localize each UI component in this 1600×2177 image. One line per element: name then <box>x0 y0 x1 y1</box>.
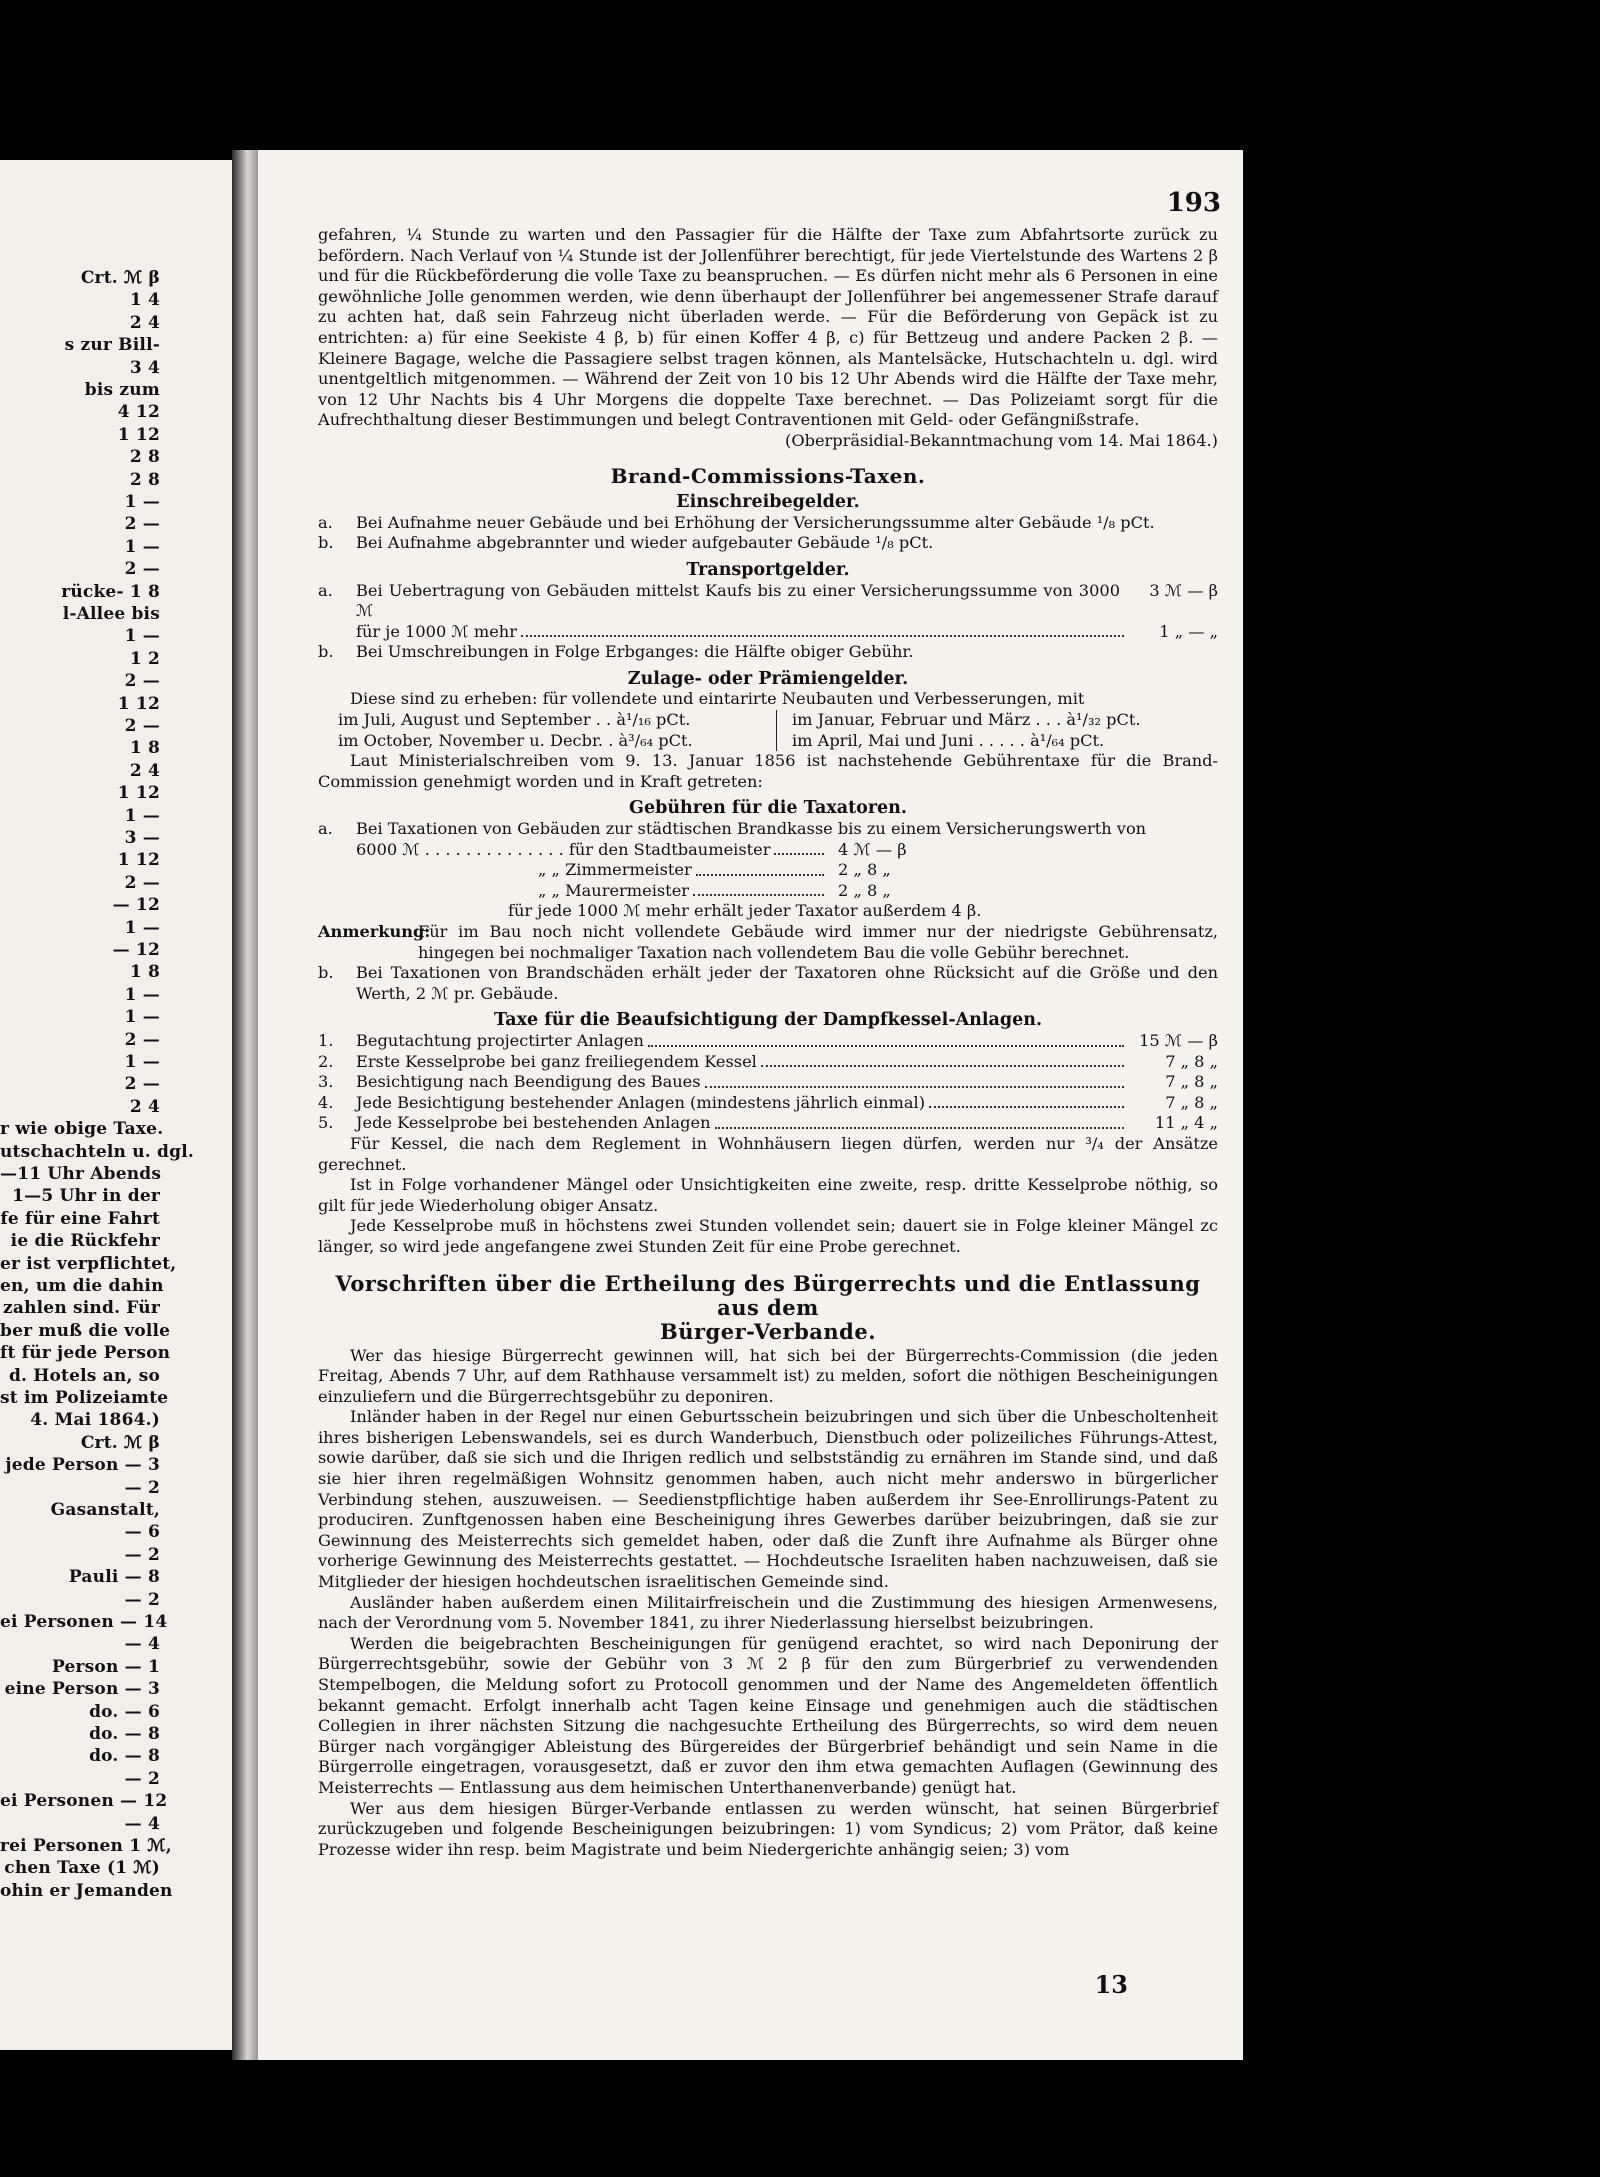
taxatoren-row <box>318 860 1218 881</box>
left-page-line: eine Person — 3 <box>4 1679 160 1700</box>
left-page-line: utschachteln u. dgl. <box>0 1141 194 1162</box>
left-page-line: 1 — <box>124 805 160 826</box>
taxatoren-item-a <box>318 819 1218 840</box>
left-page-line: d. Hotels an, so <box>8 1365 160 1386</box>
left-page-line: bis zum <box>84 380 160 400</box>
item-text: Begutachtung projectirter Anlagen <box>356 1030 644 1050</box>
buerger-title-line1: Vorschriften über die Ertheilung des Bürgerrechts und die Entlassung aus dem <box>335 1270 1201 1320</box>
item-text: Erste Kesselprobe bei ganz freiliegendem Kessel <box>356 1051 757 1071</box>
left-page-line: chen Taxe (1 ℳ) <box>4 1858 160 1879</box>
intro-paragraph: gefahren, ¼ Stunde zu warten und den Passagier für die Hälfte der Taxe zum Abfahrtsorte zurück zu befördern. Nach Verlauf von ¼ Stunde ist der Jollenführer berechtigt, für jede Viertelstunde des Wartens 2 β und für die Rückbeförderung die volle Taxe zu beanspruchen. — Es dürfen nicht mehr als 6 Personen in eine gewöhnliche Jolle genommen werden, wie denn überhaupt der Jollenführer bei angemessener Strafe darauf zu achten hat, daß sein Fahrzeug nicht überladen werde. — Für die Beförderung von Gepäck ist zu entrichten: a) für eine Seekiste 4 β, b) für einen Koffer 4 β, c) für Bettzeug und andere Packen 2 β. — Kleinere Bagage, welche die Passagiere selbst tragen können, als Mantelsäcke, Hutschachteln u. dgl. wird unentgeltlich mitgenommen. — Während der Zeit von 10 bis 12 Uhr Abends wird die Hälfte der Taxe mehr, von 12 Uhr Nachts bis 4 Uhr Morgens die doppelte Taxe berechnet. — Das Polizeiamt sorgt für die Aufrechthaltung dieser Bestimmungen und belegt Contraventionen mit Geld- oder Gefängnißstrafe. <box>318 225 1218 430</box>
item-value: 15 ℳ — β <box>1139 1030 1218 1050</box>
left-page-line: rücke- 1 8 <box>61 581 160 602</box>
left-page-line: 1 12 <box>117 693 160 714</box>
left-page-line: ie die Rückfehr <box>10 1231 160 1252</box>
left-page-line: 2 — <box>124 1074 160 1095</box>
transport-item-b <box>318 642 1218 663</box>
taxatoren-row <box>318 881 1218 902</box>
taxatoren-row <box>318 840 1218 861</box>
transport-heading: Transportgelder. <box>686 559 850 580</box>
zulage-note: Laut Ministerialschreiben vom 9. 13. Januar 1856 ist nachstehende Gebührentaxe für die Brand-Commission genehmigt worden und in Kraft getreten: <box>318 751 1218 791</box>
taxatoren-item-b <box>318 963 1218 1004</box>
dampf-heading: Taxe für die Beaufsichtigung der Dampfkessel-Anlagen. <box>493 1010 1043 1031</box>
item-text: Jede Besichtigung bestehender Anlagen (mindestens jährlich einmal) <box>356 1092 926 1112</box>
left-page-line: 1 12 <box>117 424 160 445</box>
einschreib-item-b <box>318 533 1218 554</box>
left-page-line: ber muß die volle <box>0 1320 171 1341</box>
buerger-paragraph-3: Ausländer haben außerdem einen Militairfreischein und die Zustimmung des hiesigen Armenwesens, nach der Verordnung vom 5. November 1841, zu ihrer Niederlassung hierselbst beizubringen. <box>318 1592 1218 1633</box>
left-page-line: — 2 <box>124 1544 160 1565</box>
dampf-list <box>318 1031 1218 1134</box>
transport-item-a2 <box>318 622 1218 643</box>
buerger-paragraph-5: Wer aus dem hiesigen Bürger-Verbande entlassen zu werden wünscht, hat seinen Bürgerbrief zurückzugeben und folgende Bescheinigungen beizubringen: 1) vom Syndicus; 2) vom Prätor, daß keine Prozesse wider ihn resp. beim Magistrate und beim Niedergerichte anhängig seien; 3) vom <box>318 1798 1218 1859</box>
zulage-right-1: im Januar, Februar und März . . . à¹/₃₂ pCt. <box>791 710 1141 730</box>
left-page-line: 1 — <box>124 984 160 1005</box>
left-page-line: 2 4 <box>129 312 160 333</box>
left-page-line: do. — 6 <box>89 1701 160 1722</box>
left-page-line: 1 8 <box>129 738 160 759</box>
taxatoren-anmerkung <box>318 922 1218 963</box>
buerger-paragraph-1: Wer das hiesige Bürgerrecht gewinnen will, hat sich bei der Bürgerrechts-Commission (die jeden Freitag, Abends 7 Uhr, auf dem Rathhause versammelt ist) zu melden, sofort die nöthigen Bescheinigungen einzuliefern und die Bürgerrechtsgebühr zu deponiren. <box>318 1345 1218 1406</box>
dampf-item <box>318 1072 1218 1093</box>
zulage-heading: Zulage- oder Prämiengelder. <box>627 668 909 689</box>
left-page-line: Crt. ℳ β <box>80 268 160 288</box>
left-page-line: r wie obige Taxe. <box>0 1119 164 1140</box>
dampf-note-2: Ist in Folge vorhandener Mängel oder Unsichtigkeiten eine zweite, resp. dritte Kesselprobe nöthig, so gilt für jede Wiederholung obiger Ansatz. <box>318 1175 1218 1215</box>
item-value: 7 „ 8 „ <box>1165 1072 1218 1092</box>
zulage-left-2: im October, November u. Decbr. . à³/₆₄ pCt. <box>338 730 693 750</box>
item-text: für je 1000 ℳ mehr <box>356 621 517 641</box>
zulage-intro: Diese sind zu erheben: für vollendete und eintarirte Neubauten und Verbesserungen, mit <box>350 689 1085 709</box>
dampf-item <box>318 1113 1218 1134</box>
item-key: a. <box>318 580 333 600</box>
item-text: Bei Umschreibungen in Folge Erbganges: die Hälfte obiger Gebühr. <box>356 642 914 662</box>
einschreib-heading: Einschreibegelder. <box>676 492 860 513</box>
left-page-line: — 6 <box>124 1522 160 1543</box>
buerger-paragraph-2: Inländer haben in der Regel nur einen Geburtsschein beizubringen und sich über die Unbescholtenheit ihres bisherigen Lebenswandels, sei es durch Wanderbuch, Dienstbuch oder polizeiliches Führungs-Attest, sowie darüber, daß sie sich und die Ihrigen redlich und selbstständig zu ernähren im Stande sind, und daß sie hier ihren regelmäßigen Wohnsitz genommen haben, auch nicht mehr anderswo in bürgerlicher Verbindung stehen, auszuweisen. — Seedienstpflichtige haben außerdem ihr See-Enrollirungs-Patent zu produciren. Zunftgenossen haben eine Bescheinigung ihres Gewerbes darüber beizubringen, daß sie zur Gewinnung des Meisterrechts sich gemeldet haben, oder daß die Zunft ihre Aufnahme als Bürger ohne vorherige Gewinnung des Meisterrechts gestattet. — Hochdeutsche Israeliten haben nachzuweisen, daß sie Mitglieder der hiesigen hochdeutschen israelitischen Gemeinde sind. <box>318 1407 1218 1592</box>
item-text: Bei Aufnahme abgebrannter und wieder aufgebauter Gebäude ¹/₈ pCt. <box>356 533 934 553</box>
item-value: 11 „ 4 „ <box>1154 1113 1218 1133</box>
left-page-line: —11 Uhr Abends <box>0 1164 162 1184</box>
item-key: 3. <box>318 1072 334 1092</box>
left-page <box>0 160 232 2050</box>
left-page-line: 2 8 <box>129 447 160 468</box>
left-page-line: zahlen sind. Für <box>3 1298 160 1319</box>
left-page-line: — 2 <box>124 1477 160 1498</box>
item-key: 5. <box>318 1113 334 1133</box>
buerger-paragraph-4: Werden die beigebrachten Bescheinigungen für genügend erachtet, so wird nach Deponirung der Bürgerrechtsgebühr, sowie der Gebühr von 3 ℳ 2 β für den zum Bürgerbrief zu verwendenden Stempelbogen, die Meldung sofort zu Protocoll genommen und der Name des Angemeldeten öffentlich bekannt gemacht. Erfolgt innerhalb acht Tagen keine Einsage und genehmigen auch die städtischen Collegien in ihrer nächsten Sitzung die nachgesuchte Ertheilung des Bürgerrechts, so wird dem neuen Bürger nach vorgängiger Ableistung des Bürgereides der Bürgerbrief behändigt und sein Name in die Bürgerrolle eingetragen, vorausgesetzt, daß er zuvor den ihm etwa gemachten Auflagen (Gewinnung des Meisterrechts — Entlassung aus dem heimischen Unterthanenverbande) genügt hat. <box>318 1633 1218 1797</box>
left-page-line: 3 — <box>124 828 160 848</box>
zulage-rates <box>318 710 1218 751</box>
left-page-line: do. — 8 <box>89 1724 160 1744</box>
item-value: 1 „ — „ <box>1159 621 1218 641</box>
left-page-line: rei Personen 1 ℳ, <box>0 1836 172 1856</box>
dampf-item <box>318 1052 1218 1073</box>
right-page <box>258 150 1243 2060</box>
left-page-line: st im Polizeiamte <box>0 1388 169 1408</box>
left-page-line: — 4 <box>124 1634 160 1655</box>
left-page-line: 2 — <box>124 872 160 893</box>
dampf-note-1: Für Kessel, die nach dem Reglement in Wohnhäusern liegen dürfen, werden nur ³/₄ der Ansätze gerechnet. <box>318 1133 1218 1174</box>
left-page-line: — 4 <box>124 1813 160 1834</box>
left-page-line: 1 12 <box>117 850 160 871</box>
row-value: 2 „ 8 „ <box>838 860 891 880</box>
left-page-line: 1 — <box>124 917 160 938</box>
item-text: Jede Kesselprobe bei bestehenden Anlagen <box>356 1113 711 1133</box>
buerger-title-line2: Bürger-Verbande. <box>659 1318 877 1344</box>
buerger-title <box>318 1272 1218 1344</box>
left-page-line: Crt. ℳ β <box>80 1432 160 1453</box>
transport-item-a <box>318 581 1218 622</box>
left-page-line: 2 — <box>124 671 160 692</box>
item-key: a. <box>318 819 333 839</box>
left-page-line: jede Person — 3 <box>5 1455 160 1476</box>
signature-mark: 13 <box>1094 1970 1128 1999</box>
left-page-line: 2 8 <box>129 469 160 490</box>
left-page-line: Pauli — 8 <box>68 1567 160 1588</box>
item-text: Bei Aufnahme neuer Gebäude und bei Erhöhung der Versicherungssumme alter Gebäude ¹/₈ pCt. <box>356 512 1155 532</box>
left-page-line: fe für eine Fahrt <box>0 1208 160 1229</box>
left-page-line: s zur Bill- <box>64 335 160 356</box>
item-key: b. <box>318 963 334 983</box>
book-gutter <box>232 150 260 2060</box>
item-value: 7 „ 8 „ <box>1165 1051 1218 1071</box>
row-value: 2 „ 8 „ <box>838 880 891 900</box>
left-page-line: — 12 <box>112 895 160 916</box>
left-page-line: 1 — <box>124 492 160 512</box>
row-value: 4 ℳ — β <box>838 839 907 859</box>
left-page-line: — 2 <box>124 1768 160 1789</box>
left-page-line: 1 — <box>124 536 160 557</box>
left-page-line: 2 4 <box>129 1096 160 1117</box>
brand-title: Brand-Commissions-Taxen. <box>610 463 926 488</box>
left-page-line: 1 2 <box>129 648 160 669</box>
left-page-line: 2 — <box>124 716 160 736</box>
left-page-line: ft für jede Person <box>0 1343 171 1364</box>
left-page-line: — 2 <box>124 1589 160 1610</box>
zulage-right-2: im April, Mai und Juni . . . . . à¹/₆₄ pCt. <box>791 730 1105 750</box>
item-key: a. <box>318 512 333 532</box>
left-page-line: Gasanstalt, <box>50 1500 160 1520</box>
left-page-line: 4 12 <box>117 402 160 423</box>
left-page-line: 1 — <box>124 626 160 647</box>
left-page-line: 2 4 <box>129 760 160 781</box>
row-label: „ „ Zimmermeister <box>538 860 692 880</box>
page-content <box>318 225 1218 1860</box>
item-key: 2. <box>318 1051 334 1071</box>
left-page-line: — 12 <box>112 940 160 960</box>
item-key: 1. <box>318 1030 334 1050</box>
left-page-line: 1 4 <box>129 290 160 311</box>
item-key: b. <box>318 533 334 553</box>
left-page-line: ohin er Jemanden <box>0 1880 173 1901</box>
item-value: 3 ℳ — β <box>1149 580 1218 600</box>
item-text: Bei Taxationen von Brandschäden erhält jeder der Taxatoren ohne Rücksicht auf die Größe und den Werth, 2 ℳ pr. Gebäude. <box>356 963 1218 1003</box>
left-page-line: 1 — <box>124 1052 160 1072</box>
left-page-line: Person — 1 <box>51 1656 160 1677</box>
taxatoren-extra: für jede 1000 ℳ mehr erhält jeder Taxator außerdem 4 β. <box>508 901 982 921</box>
dampf-note-3: Jede Kesselprobe muß in höchstens zwei Stunden vollendet sein; dauert sie in Folge kleiner Mängel zc länger, so wird jede angefangene zwei Stunden Zeit für eine Probe gerechnet. <box>318 1216 1218 1256</box>
left-page-line: 2 — <box>124 1029 160 1050</box>
left-page-line: er ist verpflichtet, <box>0 1253 177 1274</box>
item-value: 7 „ 8 „ <box>1165 1092 1218 1112</box>
anmerkung-label: Anmerkung: <box>318 922 431 941</box>
left-page-line: 4. Mai 1864.) <box>30 1410 160 1431</box>
left-page-line: 2 — <box>124 559 160 580</box>
left-page-line: do. — 8 <box>89 1746 160 1767</box>
item-text: Bei Taxationen von Gebäuden zur städtischen Brandkasse bis zu einem Versicherungswerth von <box>356 819 1147 839</box>
intro-source: (Oberpräsidial-Bekanntmachung vom 14. Mai 1864.) <box>785 430 1218 450</box>
row-label: 6000 ℳ . . . . . . . . . . . . . . für den Stadtbaumeister <box>356 839 771 859</box>
left-page-line: 1 — <box>124 1007 160 1028</box>
left-page-line: 3 4 <box>129 357 160 378</box>
left-page-line: l-Allee bis <box>62 604 160 624</box>
anmerkung-text: Für im Bau noch nicht vollendete Gebäude wird immer nur der niedrigste Gebührensatz, hingegen bei nochmaliger Taxation nach vollendetem Bau die volle Gebühr berechnet. <box>418 922 1218 962</box>
item-text: Besichtigung nach Beendigung des Baues <box>356 1072 701 1092</box>
left-page-line: ei Personen — 12 <box>0 1791 168 1812</box>
left-page-line: ei Personen — 14 <box>0 1612 168 1632</box>
item-text: Bei Uebertragung von Gebäuden mittelst Kaufs bis zu einer Versicherungssumme von 3000 ℳ <box>356 580 1120 621</box>
row-label: „ „ Maurermeister <box>538 880 690 900</box>
taxatoren-heading: Gebühren für die Taxatoren. <box>629 798 907 819</box>
dampf-item <box>318 1031 1218 1052</box>
item-key: 4. <box>318 1092 334 1112</box>
dampf-item <box>318 1093 1218 1114</box>
item-key: b. <box>318 642 334 662</box>
page-number: 193 <box>1166 188 1221 218</box>
zulage-left-1: im Juli, August und September . . à¹/₁₆ pCt. <box>338 710 691 730</box>
left-page-line: 1—5 Uhr in der <box>12 1186 160 1207</box>
left-page-line: en, um die dahin <box>0 1276 164 1296</box>
einschreib-item-a <box>318 513 1218 534</box>
left-page-line: 1 12 <box>117 783 160 804</box>
left-page-line: 2 — <box>124 514 160 535</box>
left-page-line: 1 8 <box>129 962 160 983</box>
